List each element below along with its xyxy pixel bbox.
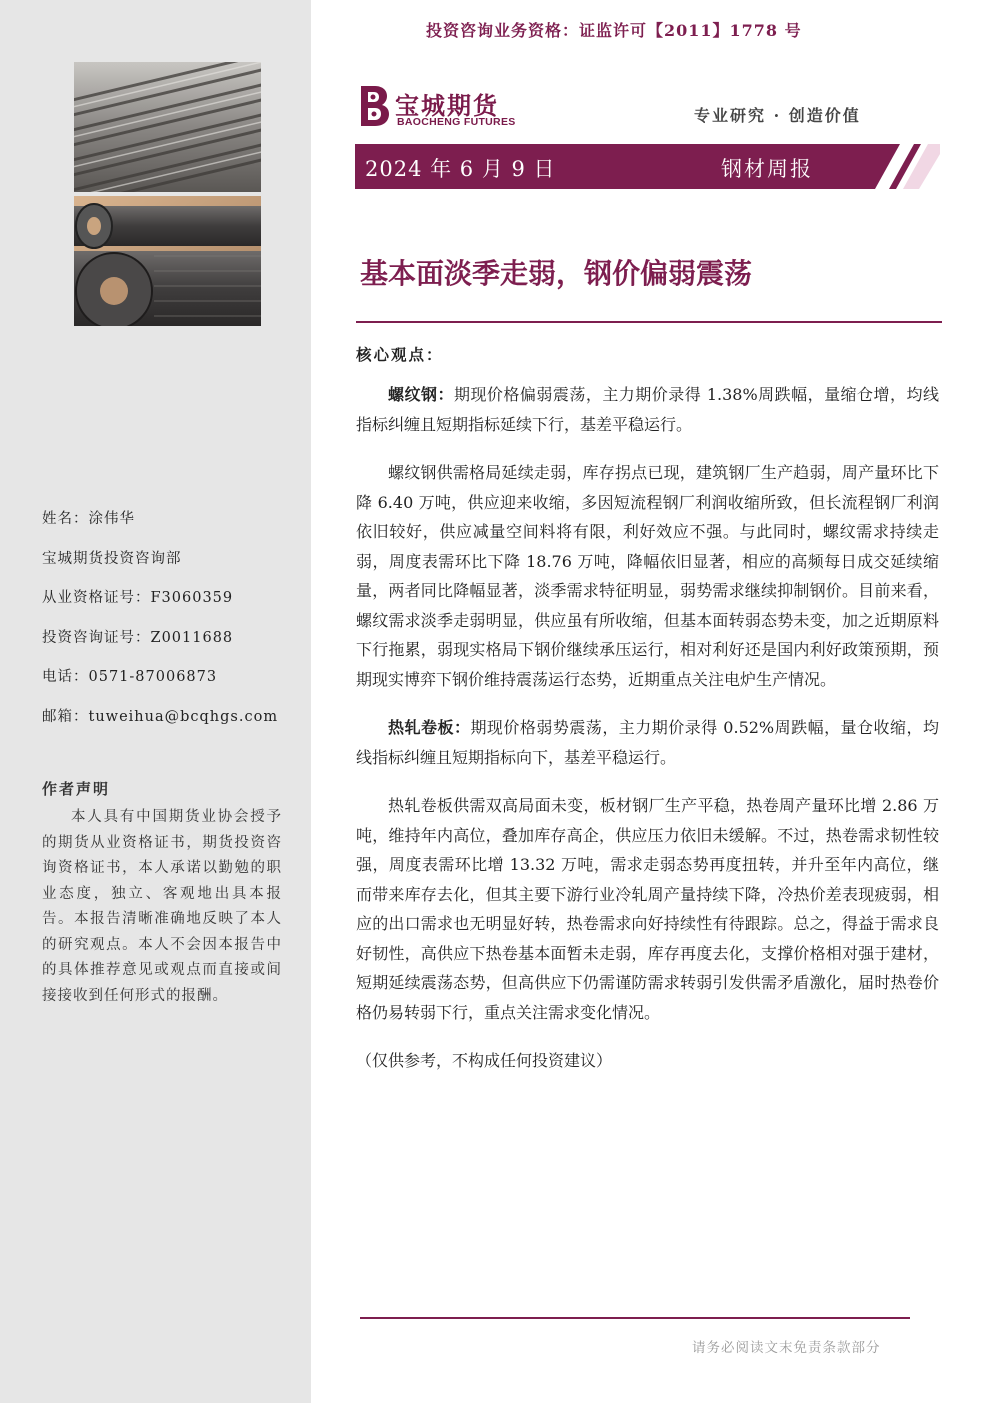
logo-mark-icon	[355, 82, 395, 130]
analyst-phone: 电话：0571-87006873	[42, 669, 218, 685]
rebar-detail-paragraph: 螺纹钢供需格局延续走弱，库存拐点已现，建筑钢厂生产趋弱，周产量环比下降 6.40 万吨，供应迎来收缩，多因短流程钢厂利润收缩所致，但长流程钢厂利润依旧较好，供应减量空间料将有限，利好效应不强。与此同时，螺纹需求持续走弱，周度表需环比下降 18.76 万吨，降幅依旧显著，相应的高频每日成交延续缩量，两者同比降幅显著，淡季需求特征明显，弱势需求继续抑制钢价。目前来看，螺纹需求淡季走弱明显，供应虽有所收缩，但基本面转弱态势未变，加之近期原料下行拖累，弱现实格局下钢价继续承压运行，相对利好还是国内利好政策预期，预期现实博弈下钢价维持震荡运行态势，近期重点关注电炉生产情况。	[356, 463, 939, 689]
hrc-detail-paragraph: 热轧卷板供需双高局面未变，板材钢厂生产平稳，热卷周产量环比增 2.86 万吨，维持年内高位，叠加库存高企，供应压力依旧未缓解。不过，热卷需求韧性较强，周度表需环比增 13.32 万吨，需求走弱态势再度扭转，并升至年内高位，继而带来库存去化，但其主要下游行业冷轧周产量持续下降，冷热价差表现疲弱，相应的出口需求也无明显好转，热卷需求向好持续性有待跟踪。总之，得益于需求良好韧性，高供应下热卷基本面暂未走弱，库存再度去化，支撑价格相对强于建材，短期延续震荡态势，但高供应下仍需谨防需求转弱引发供需矛盾激化，届时热卷价格仍易转弱下行，重点关注需求变化情况。	[356, 796, 939, 1022]
slogan: 专业研究 · 创造价值	[694, 106, 861, 125]
footer-divider	[360, 1317, 910, 1319]
rebar-photo	[74, 62, 261, 192]
steel-coil-photo	[74, 196, 261, 326]
title-divider	[356, 321, 942, 323]
analyst-department: 宝城期货投资咨询部	[42, 550, 182, 567]
core-views-title: 核心观点：	[356, 345, 444, 364]
hrc-summary-paragraph	[356, 713, 939, 772]
license-banner: 投资咨询业务资格：证监许可【2011】1778 号	[426, 21, 802, 40]
hrc-summary: 期现价格弱势震荡，主力期价录得 0.52%周跌幅，量仓收缩，均线指标纠缠且短期指标向下，基差平稳运行。	[356, 718, 939, 767]
report-type: 钢材周报	[721, 157, 813, 181]
author-statement-body: 本人具有中国期货业协会授予的期货从业资格证书，期货投资咨询资格证书，本人承诺以勤勉的职业态度，独立、客观地出具本报告。本报告清晰准确地反映了本人的研究观点。本人不会因本报告中的具体推荐意见或观点而直接或间接接收到任何形式的报酬。	[42, 809, 282, 1004]
rebar-summary: 期现价格偏弱震荡，主力期价录得 1.38%周跌幅，量缩仓增，均线指标纠缠且短期指标延续下行，基差平稳运行。	[356, 385, 939, 434]
analyst-name: 姓名：涂伟华	[42, 511, 135, 527]
hrc-label: 热轧卷板：	[388, 718, 471, 737]
advisory-certificate: 投资咨询证号：Z0011688	[42, 629, 234, 646]
logo-english-name: BAOCHENG FUTURES	[397, 116, 516, 128]
date-band	[355, 144, 940, 189]
report-content	[356, 380, 939, 1095]
rebar-summary-paragraph	[356, 380, 939, 439]
practice-certificate: 从业资格证号：F3060359	[42, 590, 234, 606]
disclaimer-notice: 请务必阅读文末免责条款部分	[692, 1340, 881, 1356]
logo-chinese-name: 宝城期货	[395, 92, 499, 120]
analyst-contact	[42, 500, 278, 737]
rebar-label: 螺纹钢：	[388, 385, 454, 404]
analyst-email: 邮箱：tuweihua@bcqhgs.com	[42, 708, 279, 725]
author-statement-title: 作者声明	[42, 780, 111, 798]
report-title: 基本面淡季走弱，钢价偏弱震荡	[360, 257, 753, 290]
reference-note: （仅供参考，不构成任何投资建议）	[356, 1051, 613, 1070]
report-date: 2024 年 6 月 9 日	[365, 157, 556, 181]
company-logo	[355, 82, 525, 132]
